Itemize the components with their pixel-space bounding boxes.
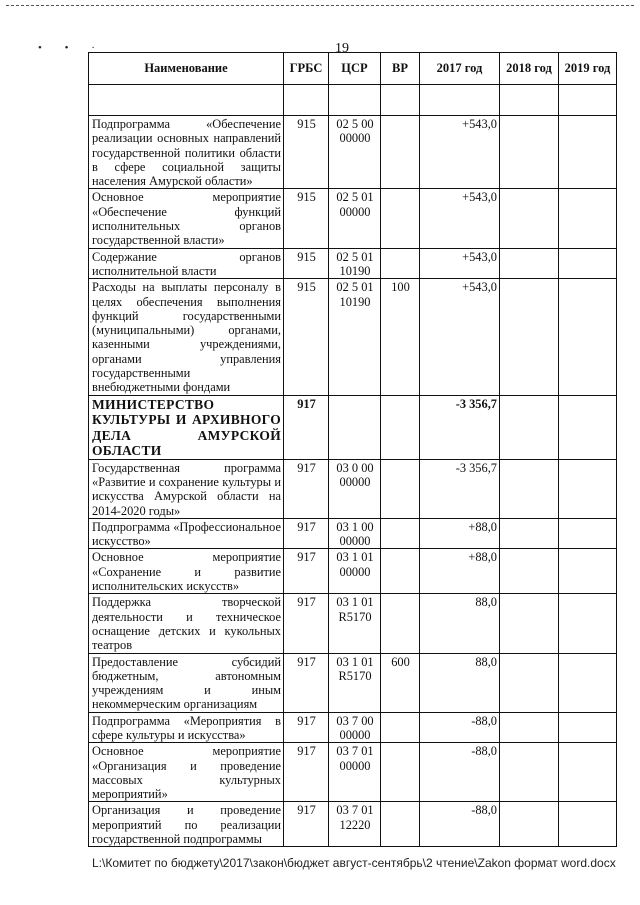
header-2019: 2019 год (559, 53, 617, 85)
footer-file-path: L:\Комитет по бюджету\2017\закон\бюджет август-сентябрь\2 чтение\Zakon формат word.docx (92, 856, 616, 870)
cell-y2019 (559, 653, 617, 712)
table-row (89, 743, 617, 802)
cell-grbs: 917 (284, 594, 329, 653)
cell-csr: 02 5 01 00000 (329, 189, 381, 248)
cell-y2017: +88,0 (420, 518, 500, 549)
cell-grbs: 915 (284, 279, 329, 395)
header-2018: 2018 год (500, 53, 559, 85)
cell-y2017: +543,0 (420, 248, 500, 279)
cell-y2019 (559, 459, 617, 518)
cell-vr (381, 712, 420, 743)
cell-grbs: 917 (284, 459, 329, 518)
cell-y2018 (500, 248, 559, 279)
cell-y2017: 88,0 (420, 653, 500, 712)
table-row (89, 189, 617, 248)
cell-y2018 (500, 802, 559, 847)
cell-y2018 (500, 712, 559, 743)
cell-vr (381, 248, 420, 279)
cell-name: Подпрограмма «Профессиональное искусство» (89, 518, 284, 549)
cell-grbs: 917 (284, 743, 329, 802)
cell-name: МИНИСТЕРСТВО КУЛЬТУРЫ И АРХИВНОГО ДЕЛА АМУРСКОЙ ОБЛАСТИ (89, 395, 284, 459)
cell-y2018 (500, 653, 559, 712)
cell-name: Поддержка творческой деятельности и техническое оснащение детских и кукольных театров (89, 594, 284, 653)
cell-vr (381, 549, 420, 594)
table-row (89, 395, 617, 459)
cell-csr: 03 1 01 R5170 (329, 653, 381, 712)
cell-y2018 (500, 189, 559, 248)
table-row (89, 116, 617, 189)
cell-grbs: 915 (284, 248, 329, 279)
table-row (89, 594, 617, 653)
budget-table (88, 52, 617, 847)
cell-vr (381, 518, 420, 549)
table-row (89, 279, 617, 395)
cell-name: Расходы на выплаты персоналу в целях обеспечения выполнения функций государственными (муниципальными) органами, казенными учреждениями, органами управления государственными внебюджетными фондами (89, 279, 284, 395)
cell-y2019 (559, 743, 617, 802)
cell-vr (381, 395, 420, 459)
cell-vr (381, 802, 420, 847)
cell-name: Предоставление субсидий бюджетным, автономным учреждениям и иным некоммерческим организациям (89, 653, 284, 712)
table-row (89, 248, 617, 279)
header-csr: ЦСР (329, 53, 381, 85)
cell-y2018 (500, 395, 559, 459)
cell-csr: 03 7 01 12220 (329, 802, 381, 847)
cell-name: Подпрограмма «Обеспечение реализации основных направлений государственной политики области в сфере социальной защиты населения Амурской области» (89, 116, 284, 189)
cell-csr (329, 395, 381, 459)
cell-grbs: 917 (284, 802, 329, 847)
cell-y2017: +543,0 (420, 189, 500, 248)
cell-name: Подпрограмма «Мероприятия в сфере культуры и искусства» (89, 712, 284, 743)
cell-y2017: +88,0 (420, 549, 500, 594)
cell-csr: 03 1 01 00000 (329, 549, 381, 594)
cell-y2017: -88,0 (420, 802, 500, 847)
cell-y2017: -88,0 (420, 712, 500, 743)
cell-grbs: 915 (284, 189, 329, 248)
header-name: Наименование (89, 53, 284, 85)
cell-y2018 (500, 116, 559, 189)
cell-y2019 (559, 518, 617, 549)
header-row (89, 53, 617, 85)
cell-vr (381, 743, 420, 802)
cell-y2017: 88,0 (420, 594, 500, 653)
page-number: 19 (335, 41, 349, 56)
cell-y2019 (559, 116, 617, 189)
header-vr: ВР (381, 53, 420, 85)
cell-y2017: -88,0 (420, 743, 500, 802)
cell-vr (381, 459, 420, 518)
cell-y2017: -3 356,7 (420, 459, 500, 518)
cell-y2018 (500, 743, 559, 802)
cell-y2019 (559, 279, 617, 395)
table-row (89, 802, 617, 847)
cell-csr: 03 1 01 R5170 (329, 594, 381, 653)
cell-name: Содержание органов исполнительной власти (89, 248, 284, 279)
header-2017: 2017 год (420, 53, 500, 85)
table-body (89, 85, 617, 847)
table-row (89, 653, 617, 712)
cell-y2018 (500, 459, 559, 518)
table-row (89, 518, 617, 549)
cell-y2019 (559, 189, 617, 248)
cell-grbs: 917 (284, 712, 329, 743)
cell-y2019 (559, 395, 617, 459)
cell-vr: 600 (381, 653, 420, 712)
margin-marks: • • · (38, 42, 105, 54)
cell-grbs: 917 (284, 518, 329, 549)
cell-csr: 02 5 01 10190 (329, 248, 381, 279)
cell-vr (381, 116, 420, 189)
cell-csr: 02 5 01 10190 (329, 279, 381, 395)
cell-name: Государственная программа «Развитие и сохранение культуры и искусства Амурской области на 2014-2020 годы» (89, 459, 284, 518)
cell-grbs: 917 (284, 653, 329, 712)
cell-name: Основное мероприятие «Обеспечение функций исполнительных органов государственной власти» (89, 189, 284, 248)
cell-csr: 03 7 01 00000 (329, 743, 381, 802)
cell-y2017: +543,0 (420, 279, 500, 395)
cell-y2018 (500, 549, 559, 594)
cell-grbs: 915 (284, 116, 329, 189)
cell-vr (381, 594, 420, 653)
cell-y2019 (559, 549, 617, 594)
cell-vr (381, 189, 420, 248)
cell-grbs: 917 (284, 549, 329, 594)
cell-y2019 (559, 594, 617, 653)
table-row (89, 459, 617, 518)
cell-y2018 (500, 279, 559, 395)
cell-y2019 (559, 248, 617, 279)
header-grbs: ГРБС (284, 53, 329, 85)
cell-name: Основное мероприятие «Организация и проведение массовых культурных мероприятий» (89, 743, 284, 802)
cell-name: Организация и проведение мероприятий по реализации государственной подпрограммы (89, 802, 284, 847)
cell-csr: 03 0 00 00000 (329, 459, 381, 518)
cell-csr: 03 1 00 00000 (329, 518, 381, 549)
cell-y2019 (559, 712, 617, 743)
cell-csr: 03 7 00 00000 (329, 712, 381, 743)
cell-y2017: +543,0 (420, 116, 500, 189)
cell-y2017: -3 356,7 (420, 395, 500, 459)
spacer-row (89, 85, 617, 116)
cell-csr: 02 5 00 00000 (329, 116, 381, 189)
cell-name: Основное мероприятие «Сохранение и развитие исполнительских искусств» (89, 549, 284, 594)
cell-grbs: 917 (284, 395, 329, 459)
cell-y2019 (559, 802, 617, 847)
page-top-edge (6, 5, 634, 6)
cell-y2018 (500, 518, 559, 549)
cell-y2018 (500, 594, 559, 653)
table-row (89, 549, 617, 594)
table-row (89, 712, 617, 743)
cell-vr: 100 (381, 279, 420, 395)
